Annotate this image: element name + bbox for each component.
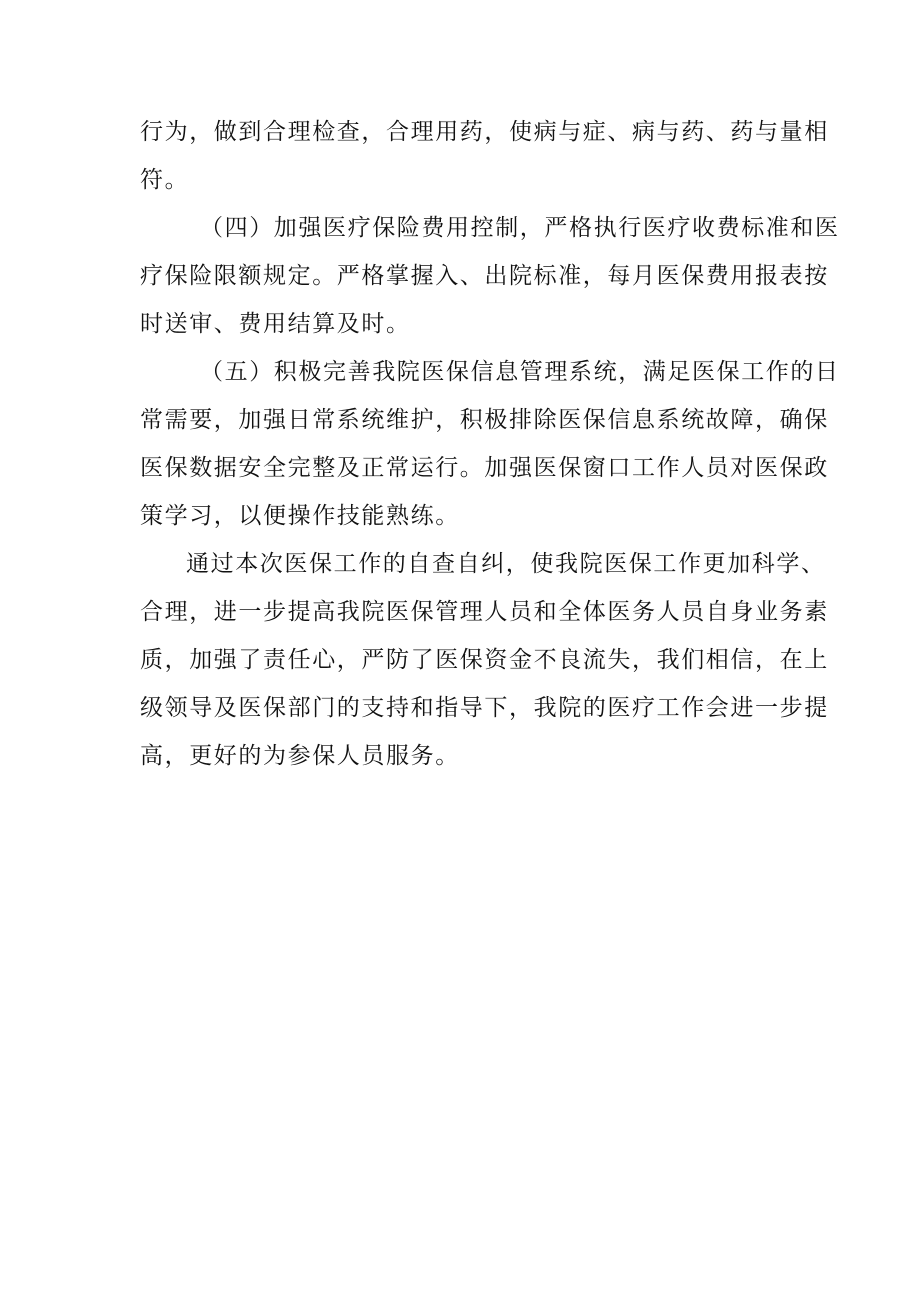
paragraph-line: （四）加强医疗保险费用控制，严格执行医疗收费标准和医 bbox=[200, 215, 840, 241]
paragraph-line: 时送审、费用结算及时。 bbox=[140, 311, 411, 337]
paragraph-line: 级领导及医保部门的支持和指导下，我院的医疗工作会进一步提 bbox=[140, 695, 829, 721]
paragraph-line: （五）积极完善我院医保信息管理系统，满足医保工作的日 bbox=[200, 359, 840, 385]
paragraph-line: 通过本次医保工作的自查自纠，使我院医保工作更加科学、 bbox=[186, 551, 826, 577]
paragraph-line: 行为，做到合理检查，合理用药，使病与症、病与药、药与量相 bbox=[140, 119, 829, 145]
paragraph-line: 质，加强了责任心，严防了医保资金不良流失，我们相信，在上 bbox=[140, 647, 829, 673]
paragraph-line: 高，更好的为参保人员服务。 bbox=[140, 743, 460, 769]
paragraph-line: 疗保险限额规定。严格掌握入、出院标准，每月医保费用报表按 bbox=[140, 263, 829, 289]
paragraph-line: 符。 bbox=[140, 167, 190, 193]
paragraph-line: 策学习，以便操作技能熟练。 bbox=[140, 503, 460, 529]
paragraph-line: 常需要，加强日常系统维护，积极排除医保信息系统故障，确保 bbox=[140, 407, 829, 433]
paragraph-line: 合理，进一步提高我院医保管理人员和全体医务人员自身业务素 bbox=[140, 599, 829, 625]
paragraph-line: 医保数据安全完整及正常运行。加强医保窗口工作人员对医保政 bbox=[140, 455, 829, 481]
